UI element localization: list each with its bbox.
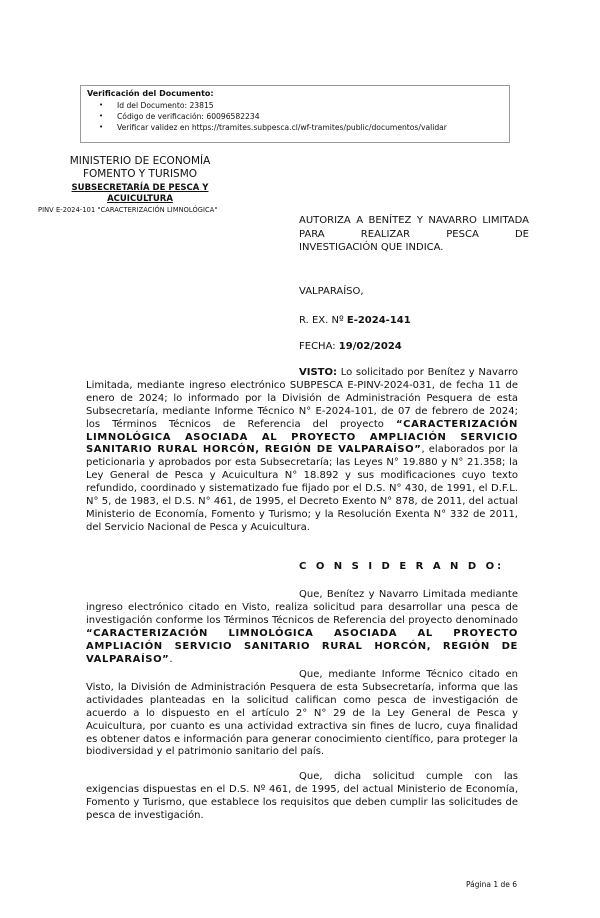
subsecretaria-line2: ACUICULTURA bbox=[107, 194, 173, 204]
resolution-number bbox=[299, 314, 529, 328]
date-label: FECHA: bbox=[299, 341, 339, 352]
resolution-value: E-2024-141 bbox=[346, 315, 411, 326]
visto-paragraph: VISTO: Lo solicitado por Benítez y Navarro Limitada, mediante ingreso electrónico SUBPESCA E-PINV-2024-031, de fecha 11 de enero de 2024; lo informado por la División de Administración Pesquera de esta Subsecretaría, mediante Informe Técnico N° E-2024-101, de 07 de febrero de 2024; los Términos Técnicos de Referencia del proyecto “CARACTERIZACIÓN LIMNOLÓGICA ASOCIADA AL PROYECTO AMPLIACIÓN SERVICIO SANITARIO RURAL HORCÓN, REGIÓN DE VALPARAÍSO”, elaborados por la peticionaria y aprobados por esta Subsecretaría; las Leyes N° 19.880 y N° 21.358; la Ley General de Pesca y Acuicultura N° 18.892 y sus modificaciones cuyo texto refundido, coordinado y sistematizado fue fijado por el D.S. N° 430, de 1991, el D.F.L. N° 5, de 1983, el D.S. N° 461, de 1995, el Decreto Exento N° 878, de 2011, del actual Ministerio de Economía, Fomento y Turismo; y la Resolución Exenta N° 332 de 2011, del Servicio Nacional de Pesca y Acuicultura. bbox=[86, 367, 518, 533]
resolution-date bbox=[299, 340, 529, 354]
bullet-icon: • bbox=[99, 101, 104, 109]
subsecretaria-line1: SUBSECRETARÍA DE PESCA Y bbox=[71, 183, 209, 193]
subject-text: AUTORIZA A BENÍTEZ Y NAVARRO LIMITADA PARA REALIZAR PESCA DE bbox=[299, 215, 529, 240]
ministry-name-line1: MINISTERIO DE ECONOMÍA bbox=[69, 155, 211, 167]
ministry-name-line2: FOMENTO Y TURISMO bbox=[82, 168, 198, 180]
considerando-paragraph-2: Que, mediante Informe Técnico citado en Visto, la División de Administración Pesquera de esta Subsecretaría, informa que las actividades planteadas en la solicitud califican como pesca de investigación de acuerdo a lo dispuesto en el artículo 2° N° 29 de la Ley General de Pesca y Acuicultura, por cuanto es una actividad extractiva sin fines de lucro, cuya finalidad es obtener datos e información para generar conocimiento científico, para proteger la biodiversidad y el patrimonio sanitario del país. bbox=[86, 669, 518, 758]
verification-title: Verificación del Documento: bbox=[87, 89, 214, 98]
verification-item-id: • Id del Documento: 23815 bbox=[99, 101, 214, 110]
considerando-paragraph-3: Que, dicha solicitud cumple con las exigencias dispuestas en el D.S. Nº 461, de 1995, del actual Ministerio de Economía, Fomento y Turismo, que establece los requisitos que deben cumplir las solicitudes de pesca de investigación. bbox=[86, 771, 518, 821]
considerando-heading: C O N S I D E R A N D O: bbox=[299, 561, 505, 572]
resolution-label: R. EX. Nº bbox=[299, 315, 347, 326]
verification-item-code: • Código de verificación: 60096582234 bbox=[99, 112, 260, 121]
considerando-project-name: “CARACTERIZACIÓN LIMNOLÓGICA ASOCIADA AL PROYECTO AMPLIACIÓN SERVICIO SANITARIO RURAL HORCÓN, REGIÓN DE VALPARAÍSO” bbox=[86, 627, 518, 665]
page-number: Página 1 de 6 bbox=[465, 880, 517, 889]
verification-box bbox=[80, 85, 510, 143]
visto-label: VISTO: bbox=[299, 367, 337, 378]
visto-project-name: “CARACTERIZACIÓN LIMNOLÓGICA ASOCIADA AL PROYECTO AMPLIACIÓN SERVICIO SANITARIO RURAL HORCÓN, REGIÓN DE VALPARAÍSO” bbox=[86, 418, 518, 456]
bullet-icon: • bbox=[99, 112, 104, 120]
verification-list bbox=[87, 100, 503, 133]
subject-text-last: INVESTIGACIÓN QUE INDICA. bbox=[299, 242, 444, 253]
verification-item-url[interactable]: • Verificar validez en https://tramites.subpesca.cl/wf-tramites/public/documentos/validar bbox=[99, 123, 447, 132]
bullet-icon: • bbox=[99, 123, 104, 131]
place: VALPARAÍSO, bbox=[299, 286, 364, 297]
considerando-paragraph-1: Que, Benítez y Navarro Limitada mediante ingreso electrónico citado en Visto, realiza solicitud para desarrollar una pesca de investigación conforme los Términos Técnicos de Referencia del proyecto denominado “CARACTERIZACIÓN LIMNOLÓGICA ASOCIADA AL PROYECTO AMPLIACIÓN SERVICIO SANITARIO RURAL HORCÓN, REGIÓN DE VALPARAÍSO”. bbox=[86, 589, 518, 665]
resolution-subject bbox=[299, 214, 529, 255]
date-value: 19/02/2024 bbox=[338, 341, 402, 352]
pinv-reference: PINV E-2024-101 "CARACTERIZACIÓN LIMNOLÓGICA" bbox=[38, 206, 218, 214]
